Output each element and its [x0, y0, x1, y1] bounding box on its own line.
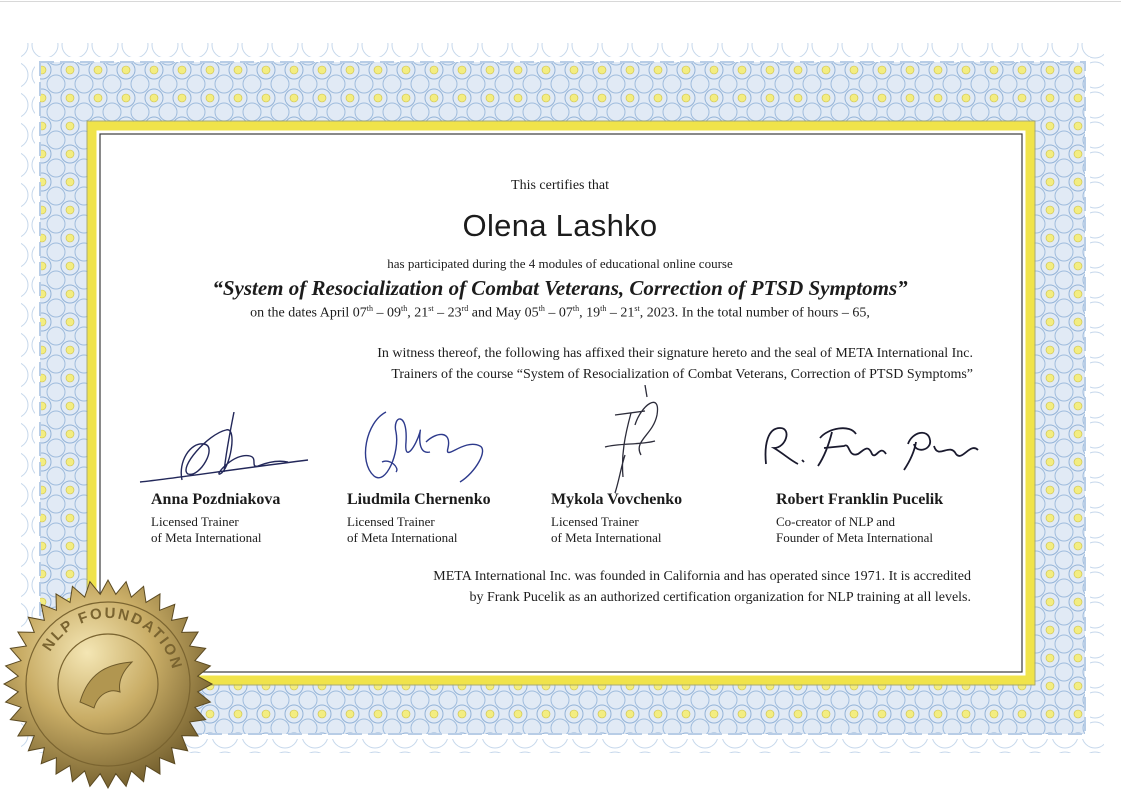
signer-liudmila-chernenko: [347, 491, 491, 546]
participation-text: has participated during the 4 modules of educational online course: [387, 256, 733, 271]
signature-anna-pozdniakova: [138, 412, 318, 492]
signer-role: Licensed Trainer: [347, 514, 435, 529]
founded-text-line2: by Frank Pucelik as an authorized certification organization for NLP training at all levels.: [469, 590, 971, 605]
signer-name: Liudmila Chernenko: [347, 491, 491, 508]
recipient-name: Olena Lashko: [462, 208, 658, 243]
gold-seal: [2, 578, 214, 790]
signer-role: Licensed Trainer: [551, 514, 639, 529]
signer-anna-pozdniakova: [151, 491, 280, 546]
trainers-text: Trainers of the course “System of Resocialization of Combat Veterans, Correction of PTSD Symptoms”: [391, 367, 973, 382]
signer-name: Robert Franklin Pucelik: [776, 491, 944, 508]
signature-mykola-vovchenko: [585, 385, 675, 495]
founded-text-line1: META International Inc. was founded in California and has operated since 1971. It is accredited: [433, 569, 971, 584]
signer-role: Licensed Trainer: [151, 514, 239, 529]
seal-inscription: NLP FOUNDATION: [39, 604, 186, 673]
signature-robert-franklin-pucelik: [758, 414, 980, 474]
signer-role: of Meta International: [347, 530, 458, 545]
signer-role: of Meta International: [551, 530, 662, 545]
signer-name: Anna Pozdniakova: [151, 491, 281, 508]
signer-name: Mykola Vovchenko: [551, 491, 683, 508]
signer-mykola-vovchenko: [551, 491, 682, 546]
course-title: “System of Resocialization of Combat Veterans, Correction of PTSD Symptoms”: [212, 276, 908, 300]
signer-robert-franklin-pucelik: [776, 491, 943, 546]
signer-role: Founder of Meta International: [776, 530, 934, 545]
signature-liudmila-chernenko: [356, 402, 496, 498]
course-dates: on the dates April 07th – 09th, 21st – 23rd and May 05th – 07th, 19th – 21st, 2023. In the total number of hours – 65,: [250, 304, 870, 321]
signer-role: of Meta International: [151, 530, 262, 545]
signer-role: Co-creator of NLP and: [776, 514, 896, 529]
certifies-text: This certifies that: [511, 178, 609, 193]
witness-text: In witness thereof, the following has affixed their signature hereto and the seal of META International Inc.: [377, 346, 973, 361]
